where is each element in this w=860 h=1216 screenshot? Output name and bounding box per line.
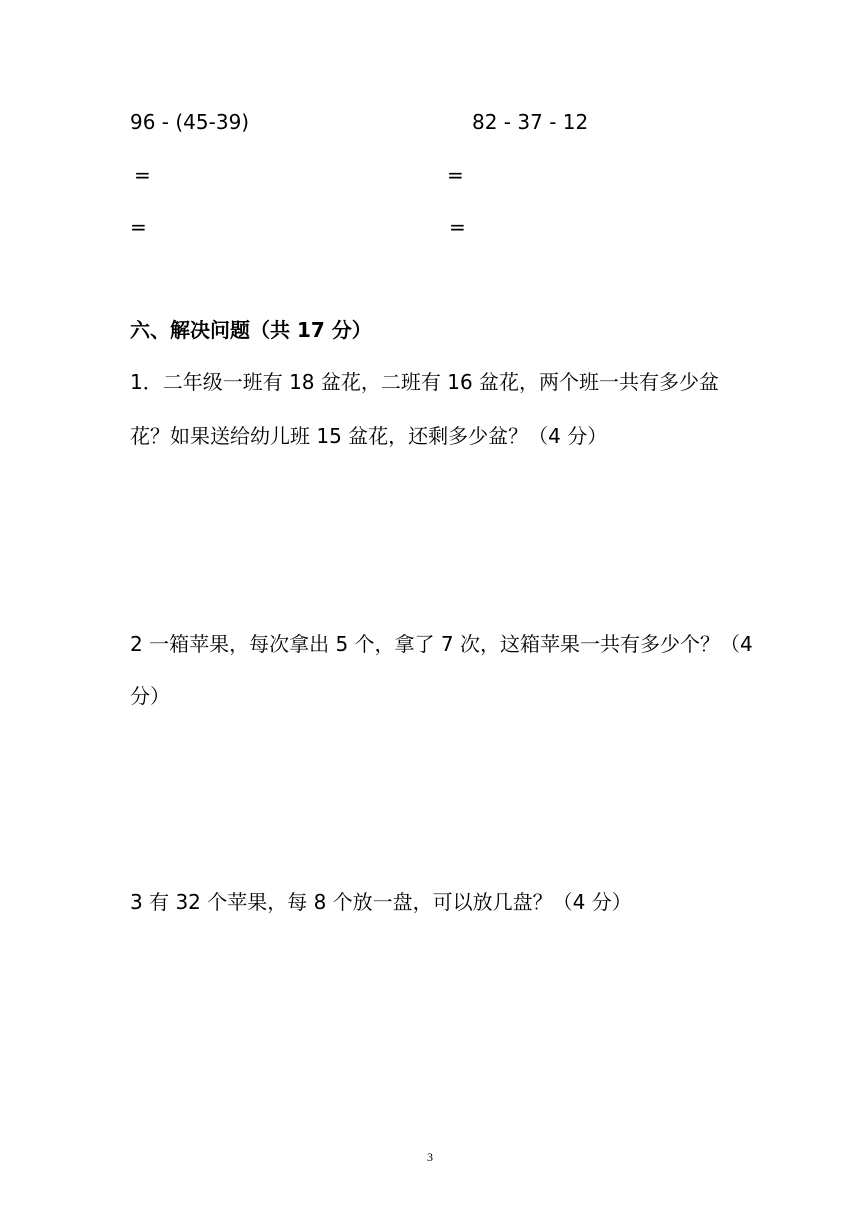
question-3-line-1: 3 有 32 个苹果，每 8 个放一盘，可以放几盘？（4 分） bbox=[130, 890, 632, 914]
section-6-title: 六、解决问题（共 17 分） bbox=[130, 318, 372, 342]
question-2-line-1: 2 一箱苹果，每次拿出 5 个，拿了 7 次，这箱苹果一共有多少个？（4 bbox=[130, 632, 753, 656]
question-1-line-1: 1．二年级一班有 18 盆花，二班有 16 盆花，两个班一共有多少盆 bbox=[130, 370, 720, 394]
calc-right-expression: 82 - 37 - 12 bbox=[472, 110, 589, 134]
calc-right-equals-1: = bbox=[447, 163, 464, 187]
calc-right-equals-2: = bbox=[449, 215, 466, 239]
calc-left-expression: 96 - (45-39) bbox=[130, 110, 250, 134]
calc-left-equals-2: = bbox=[130, 215, 147, 239]
page-number: 3 bbox=[427, 1150, 433, 1164]
calc-left-equals-1: = bbox=[134, 163, 151, 187]
question-1-line-2: 花？如果送给幼儿班 15 盆花，还剩多少盆？（4 分） bbox=[130, 424, 608, 448]
question-2-line-2: 分） bbox=[130, 684, 170, 708]
